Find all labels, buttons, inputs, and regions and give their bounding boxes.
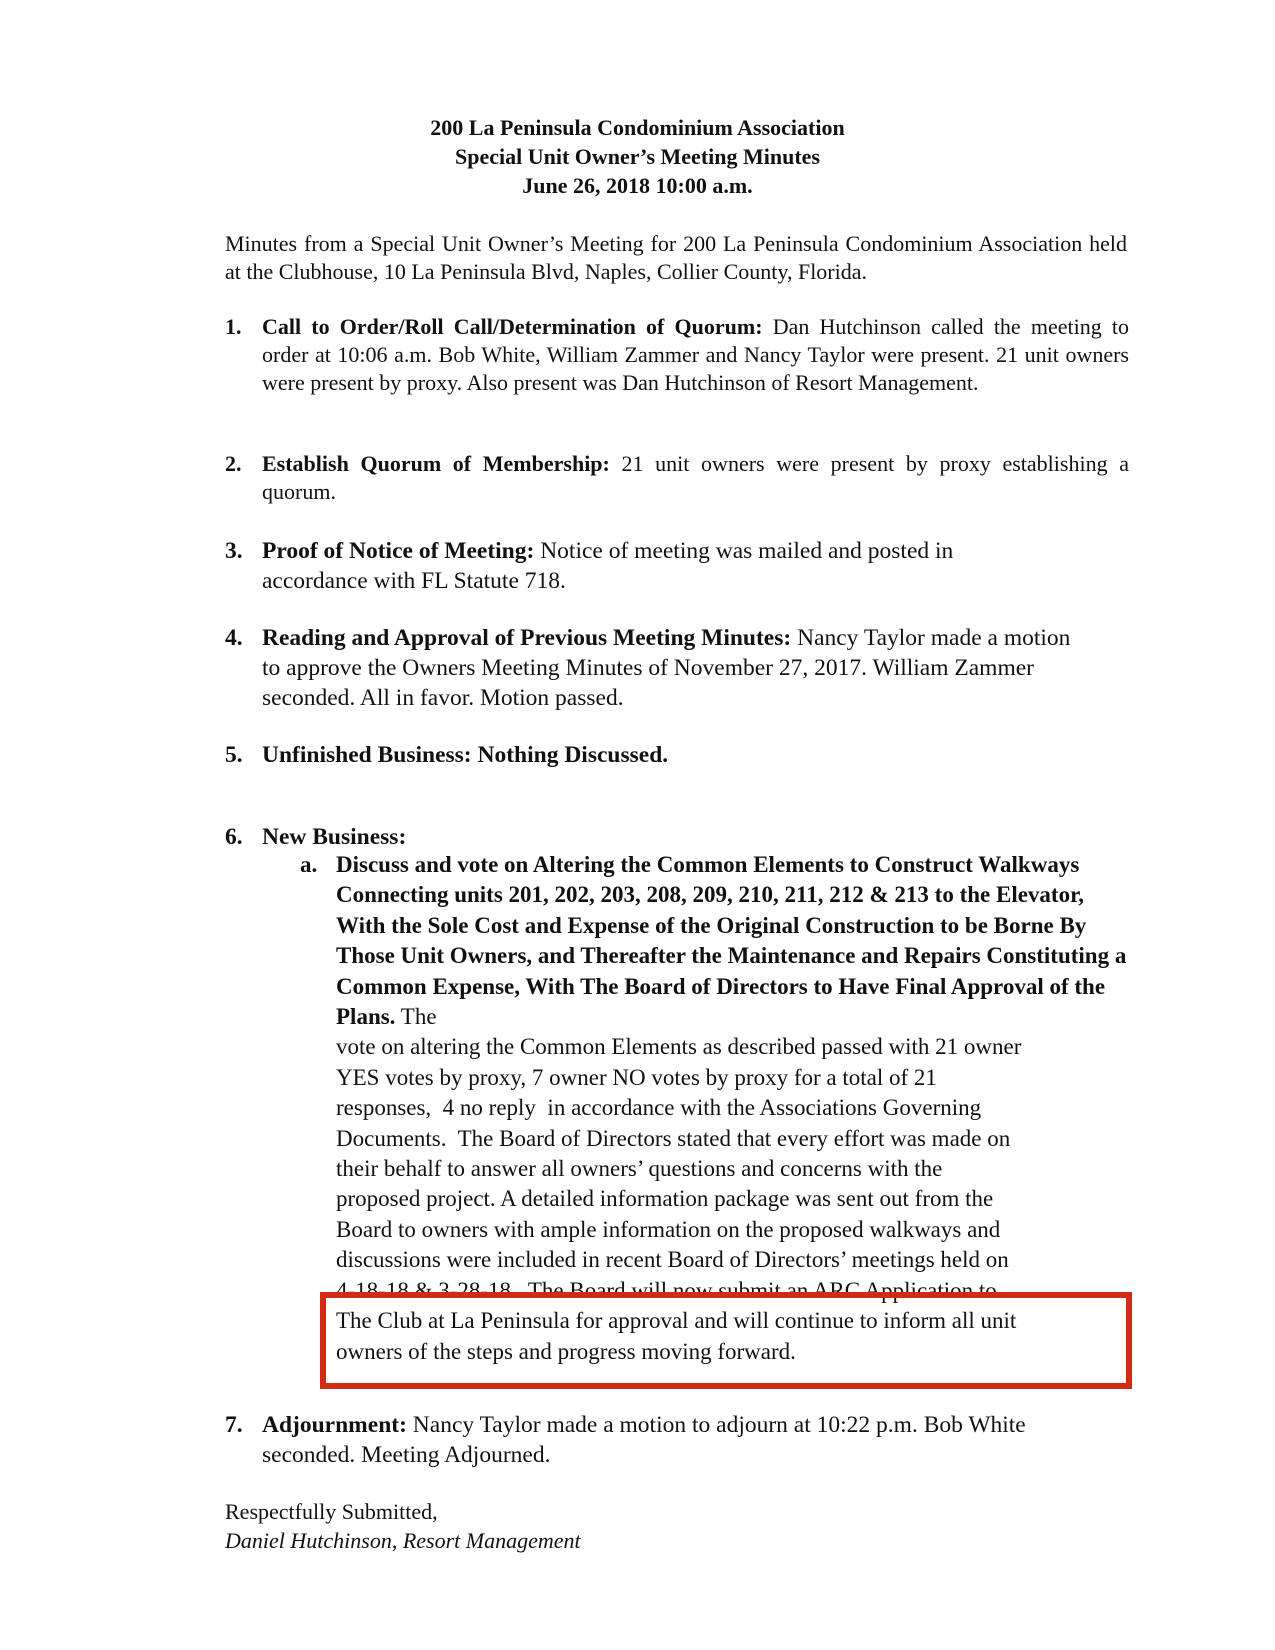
agenda-item-6: [225, 822, 1129, 852]
item-number: 4.: [225, 625, 243, 651]
item-heading: Establish Quorum of Membership:: [262, 451, 610, 476]
item-text: Notice of meeting was mailed and posted in accordance with FL Statute 718.: [262, 538, 954, 594]
sub-item-text-line: owners of the steps and progress moving forward.: [336, 1338, 796, 1364]
item-number: 6.: [225, 824, 243, 850]
sub-item-text-line: Board to owners with ample information on the proposed walkways and: [336, 1216, 1001, 1242]
sub-item-text-line: 4-18-18 & 3-28-18. The Board will now submit an ARC Application to: [336, 1277, 997, 1303]
sub-item-heading: Discuss and vote on Altering the Common Elements to Construct Walkways Connecting units 201, 202, 203, 208, 209, 210, 211, 212 & 213 to the Elevator, With the Sole Cost and Expense of the Original Construction to be Borne By Those Unit Owners, and Thereafter the Maintenance and Repairs Constituting a Common Expense, With The Board of Directors to Have Final Approval of the Plans.: [336, 852, 1127, 1030]
item-heading: New Business:: [262, 824, 407, 850]
item-body: [262, 740, 1129, 770]
sub-item-text-line: proposed project. A detailed information package was sent out from the: [336, 1186, 994, 1212]
item-body: [262, 313, 1129, 397]
sub-item-text-line: YES votes by proxy, 7 owner NO votes by proxy for a total of 21: [336, 1064, 937, 1090]
item-number: 2.: [225, 451, 242, 476]
new-business-item-a: [300, 850, 1130, 1367]
item-number: 1.: [225, 314, 242, 339]
item-text: 21 unit owners were present by proxy establishing a quorum.: [262, 451, 1129, 504]
agenda-item-2: [225, 450, 1129, 506]
closing-salutation: Respectfully Submitted,: [225, 1499, 438, 1524]
item-heading: Call to Order/Roll Call/Determination of Quorum:: [262, 314, 763, 339]
sub-item-letter: a.: [300, 852, 318, 877]
item-body: [262, 450, 1129, 506]
item-body: [262, 1410, 1092, 1470]
item-heading: Reading and Approval of Previous Meeting Minutes:: [262, 625, 792, 651]
sub-item-text-line: responses, 4 no reply in accordance with the Associations Governing: [336, 1095, 982, 1121]
signer-name: Daniel Hutchinson, Resort Management: [225, 1528, 581, 1553]
item-heading: Proof of Notice of Meeting:: [262, 538, 535, 564]
item-text: Nancy Taylor made a motion to adjourn at 10:22 p.m. Bob White seconded. Meeting Adjourned.: [262, 1412, 1026, 1468]
intro-paragraph: Minutes from a Special Unit Owner’s Meeting for 200 La Peninsula Condominium Association held at the Clubhouse, 10 La Peninsula Blvd, Naples, Collier County, Florida.: [225, 231, 1127, 284]
item-body: [262, 623, 1092, 713]
sub-item-text-line: their behalf to answer all owners’ questions and concerns with the: [336, 1156, 943, 1182]
agenda-item-4: [225, 623, 1129, 713]
title-line-meeting: Special Unit Owner’s Meeting Minutes: [455, 144, 820, 169]
item-heading: Unfinished Business: Nothing Discussed.: [262, 742, 669, 768]
agenda-item-1: [225, 313, 1129, 397]
sub-item-text-line: The Club at La Peninsula for approval and will continue to inform all unit: [336, 1308, 1017, 1334]
item-body: [262, 536, 1022, 596]
title-line-date: June 26, 2018 10:00 a.m.: [522, 173, 753, 198]
item-text: Dan Hutchinson called the meeting to order at 10:06 a.m. Bob White, William Zammer and Nancy Taylor were present. 21 unit owners were present by proxy. Also present was Dan Hutchinson of Resort Management.: [262, 314, 1130, 395]
item-number: 7.: [225, 1412, 243, 1438]
item-text: Nancy Taylor made a motion to approve the Owners Meeting Minutes of November 27, 2017. William Zammer seconded. All in favor. Motion passed.: [262, 625, 1071, 711]
item-number: 3.: [225, 538, 243, 564]
item-heading: Adjournment:: [262, 1412, 407, 1438]
signature-block: [225, 1497, 581, 1555]
item-body: [262, 822, 1129, 852]
sub-item-text-line: discussions were included in recent Board of Directors’ meetings held on: [336, 1247, 1009, 1273]
document-title: [0, 113, 1275, 200]
title-line-association: 200 La Peninsula Condominium Association: [430, 115, 845, 140]
sub-item-text-line: The: [400, 1004, 437, 1030]
agenda-item-5: [225, 740, 1129, 770]
sub-item-text-line: vote on altering the Common Elements as described passed with 21 owner: [336, 1034, 1022, 1060]
agenda-item-3: [225, 536, 1129, 596]
sub-item-body: [336, 850, 1130, 1367]
agenda-item-7: [225, 1410, 1129, 1470]
sub-item-text-line: Documents. The Board of Directors stated that every effort was made on: [336, 1125, 1011, 1151]
item-number: 5.: [225, 742, 243, 768]
